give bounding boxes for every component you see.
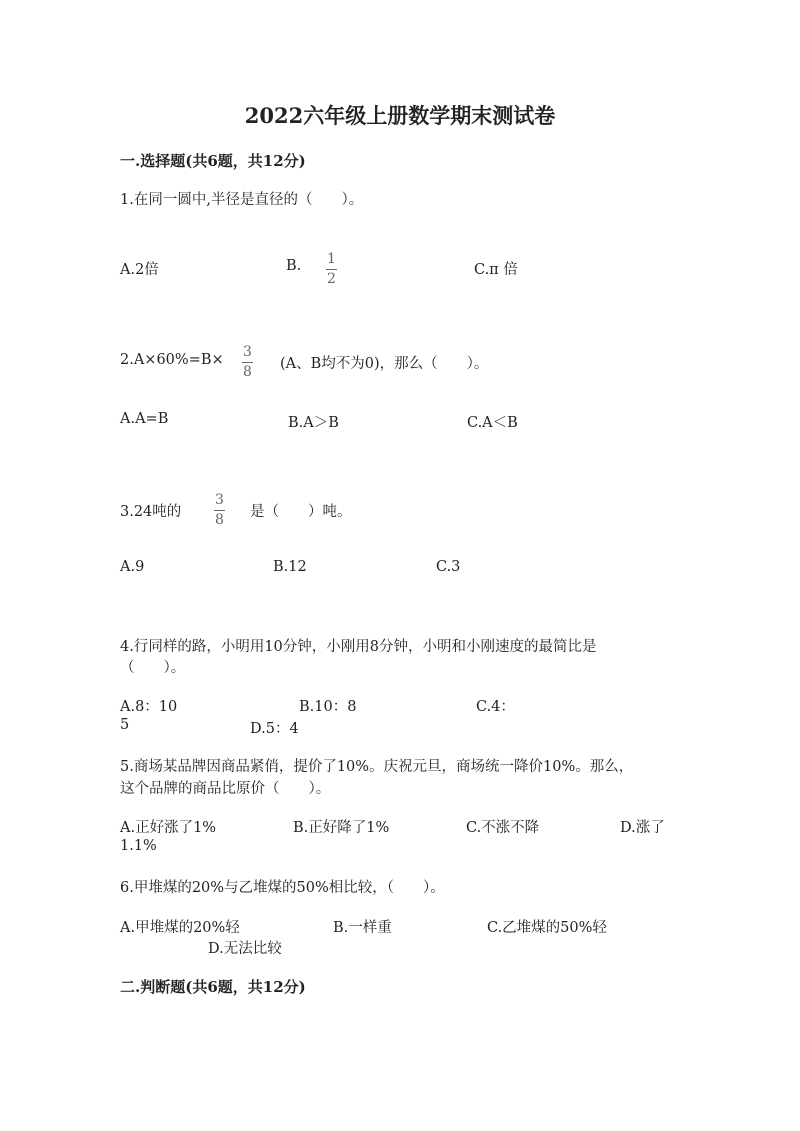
question-2-stem-end: (A、B均不为0)，那么（ ）。 [280, 356, 489, 372]
question-6-option-b: B.一样重 [333, 920, 392, 936]
section-heading-choice: 一.选择题(共6题，共12分) [120, 152, 306, 170]
fraction-denominator: 8 [243, 364, 252, 380]
question-5-stem-line-1: 5.商场某品牌因商品紧俏，提价了10%。庆祝元旦，商场统一降价10%。那么， [120, 759, 634, 775]
question-5-option-d-continued: 1.1% [120, 838, 157, 854]
fraction-denominator: 8 [215, 512, 224, 528]
section-heading-true-false: 二.判断题(共6题，共12分) [120, 978, 306, 996]
question-3-stem-start: 3.24吨的 [120, 504, 182, 520]
question-6-option-c: C.乙堆煤的50%轻 [487, 920, 607, 936]
question-2-option-b: B.A＞B [288, 415, 339, 431]
question-4-stem-line-1: 4.行同样的路，小明用10分钟，小刚用8分钟，小明和小刚速度的最简比是 [120, 639, 597, 655]
question-2-option-a: A.A=B [120, 411, 169, 427]
question-1-option-a: A.2倍 [120, 262, 159, 278]
fraction-numerator: 1 [327, 251, 336, 267]
fraction-bar [326, 269, 337, 270]
question-3-option-b: B.12 [273, 559, 307, 575]
question-1-option-c: C.π 倍 [474, 262, 518, 278]
question-4-option-a: A.8：10 [120, 699, 178, 715]
question-4-option-c: C.4： [476, 699, 515, 715]
question-2-option-c: C.A＜B [467, 415, 518, 431]
question-5-option-a: A.正好涨了1% [120, 820, 217, 836]
question-4-option-b: B.10：8 [299, 699, 357, 715]
question-6-stem: 6.甲堆煤的20%与乙堆煤的50%相比较，（ ）。 [120, 880, 445, 896]
question-2-stem-start: 2.A×60%=B× [120, 352, 224, 368]
question-3-stem-end: 是（ ）吨。 [250, 504, 352, 520]
page-title: 2022六年级上册数学期末测试卷 [244, 103, 556, 128]
question-2-fraction [242, 345, 253, 380]
question-1-option-b-fraction [326, 252, 337, 287]
question-5-stem-line-2: 这个品牌的商品比原价（ ）。 [120, 781, 331, 797]
fraction-numerator: 3 [243, 344, 252, 360]
question-4-option-d: D.5：4 [250, 721, 299, 737]
fraction-bar [242, 362, 253, 363]
question-5-option-d: D.涨了 [620, 820, 665, 836]
question-5-option-c: C.不涨不降 [466, 820, 540, 836]
question-4-stem-line-2: （ ）。 [120, 660, 186, 676]
question-1-stem: 1.在同一圆中,半径是直径的（ ）。 [120, 192, 364, 208]
question-1-option-b: B. [286, 258, 302, 274]
fraction-denominator: 2 [327, 271, 336, 287]
question-6-option-d: D.无法比较 [208, 941, 282, 957]
question-3-option-a: A.9 [120, 559, 145, 575]
question-3-fraction [214, 493, 225, 528]
question-4-option-c-continued: 5 [120, 717, 130, 733]
question-3-option-c: C.3 [436, 559, 461, 575]
fraction-numerator: 3 [215, 492, 224, 508]
question-5-option-b: B.正好降了1% [293, 820, 390, 836]
question-6-option-a: A.甲堆煤的20%轻 [120, 920, 240, 936]
fraction-bar [214, 510, 225, 511]
